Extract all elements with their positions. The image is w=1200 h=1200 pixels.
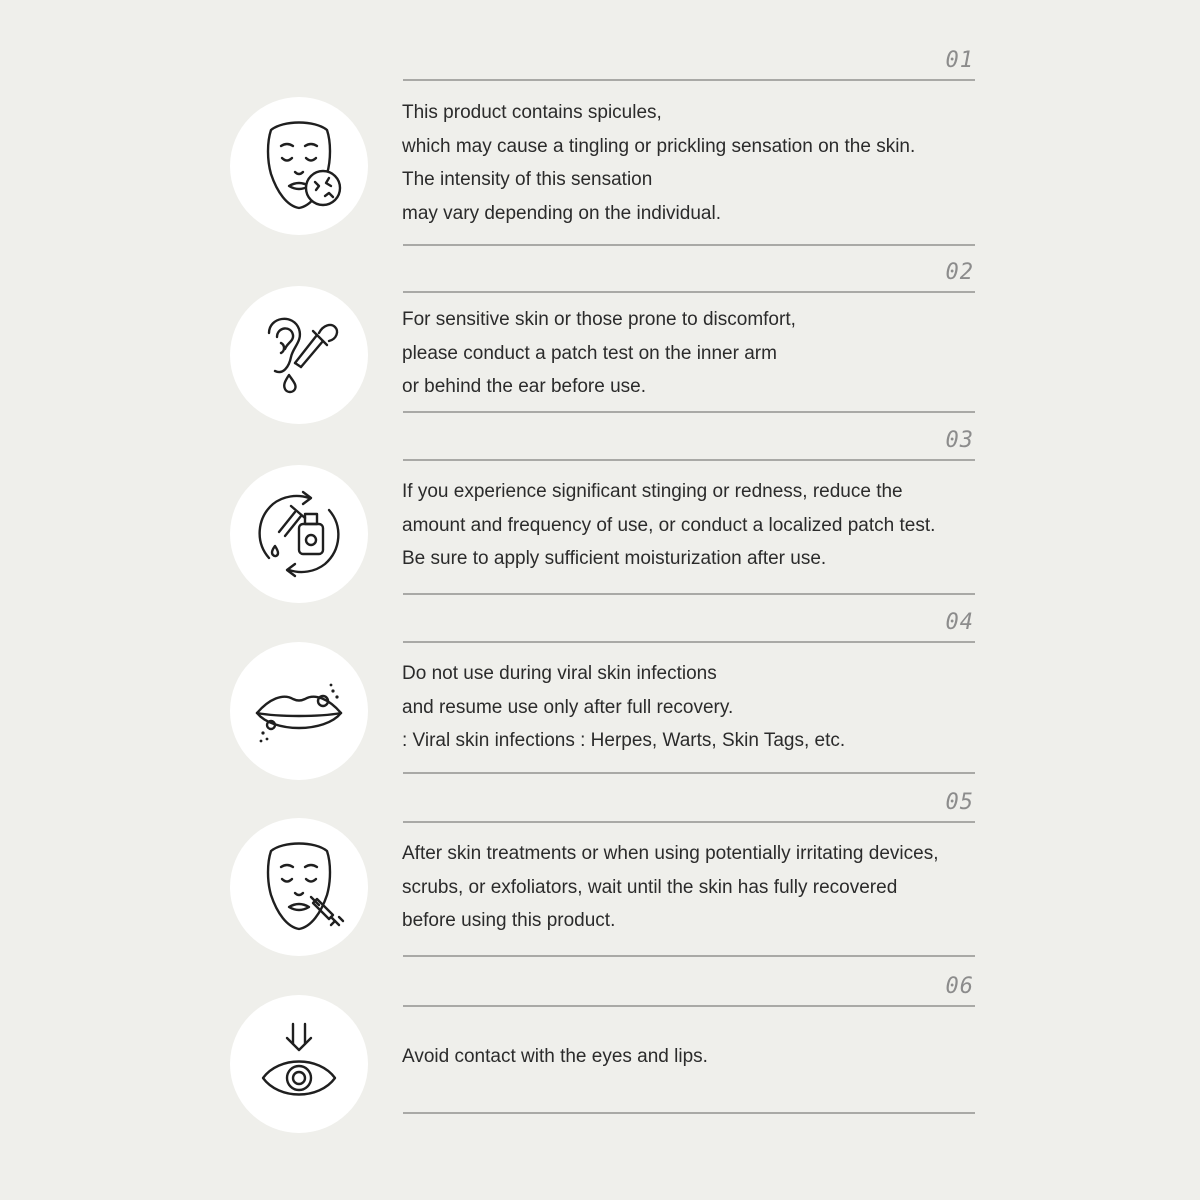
- item-number: 05: [945, 790, 974, 815]
- icon-circle: [230, 286, 368, 424]
- text-line: before using this product.: [402, 910, 616, 931]
- icon-circle: [230, 97, 368, 235]
- text-line: which may cause a tingling or prickling sensation on the skin.: [402, 135, 916, 157]
- text-line: Avoid contact with the eyes and lips.: [402, 1046, 708, 1067]
- item-text: [402, 475, 992, 576]
- text-line: and resume use only after full recovery.: [402, 696, 734, 718]
- text-line: The intensity of this sensation: [402, 169, 653, 190]
- top-divider: [403, 459, 975, 461]
- top-divider: [403, 1005, 975, 1007]
- eye-arrow-icon: [249, 1014, 349, 1114]
- top-divider: [403, 641, 975, 643]
- lips-infection-icon: [249, 661, 349, 761]
- text-line: Be sure to apply sufficient moisturization after use.: [402, 548, 827, 569]
- text-line: please conduct a patch test on the inner arm: [402, 342, 777, 364]
- bottom-divider: [403, 955, 975, 957]
- text-line: : Viral skin infections : Herpes, Warts, Skin Tags, etc.: [402, 730, 846, 751]
- text-line: scrubs, or exfoliators, wait until the skin has fully recovered: [402, 876, 898, 898]
- bottom-divider: [403, 772, 975, 774]
- text-line: For sensitive skin or those prone to discomfort,: [402, 309, 796, 330]
- item-number: 02: [945, 260, 974, 285]
- bottom-divider: [403, 411, 975, 413]
- item-number: 03: [945, 428, 974, 453]
- text-line: This product contains spicules,: [402, 102, 662, 123]
- item-text: [402, 303, 992, 404]
- item-text: [402, 837, 992, 938]
- icon-circle: [230, 995, 368, 1133]
- text-line: or behind the ear before use.: [402, 376, 647, 397]
- ear-dropper-icon: [249, 305, 349, 405]
- item-text: [402, 1040, 992, 1074]
- face-skin-irritation-icon: [249, 116, 349, 216]
- text-line: may vary depending on the individual.: [402, 202, 721, 224]
- bottom-divider: [403, 593, 975, 595]
- icon-circle: [230, 465, 368, 603]
- item-text: [402, 96, 992, 230]
- top-divider: [403, 291, 975, 293]
- top-divider: [403, 821, 975, 823]
- bottle-dropper-cycle-icon: [249, 484, 349, 584]
- item-number: 06: [945, 974, 974, 999]
- bottom-divider: [403, 244, 975, 246]
- bottom-divider: [403, 1112, 975, 1114]
- item-text: [402, 657, 992, 758]
- item-number: 04: [945, 610, 974, 635]
- text-line: If you experience significant stinging or redness, reduce the: [402, 481, 903, 502]
- text-line: Do not use during viral skin infections: [402, 663, 717, 684]
- icon-circle: [230, 818, 368, 956]
- text-line: amount and frequency of use, or conduct a localized patch test.: [402, 514, 936, 536]
- face-syringe-icon: [249, 837, 349, 937]
- item-number: 01: [945, 48, 974, 73]
- text-line: After skin treatments or when using potentially irritating devices,: [402, 843, 939, 864]
- icon-circle: [230, 642, 368, 780]
- top-divider: [403, 79, 975, 81]
